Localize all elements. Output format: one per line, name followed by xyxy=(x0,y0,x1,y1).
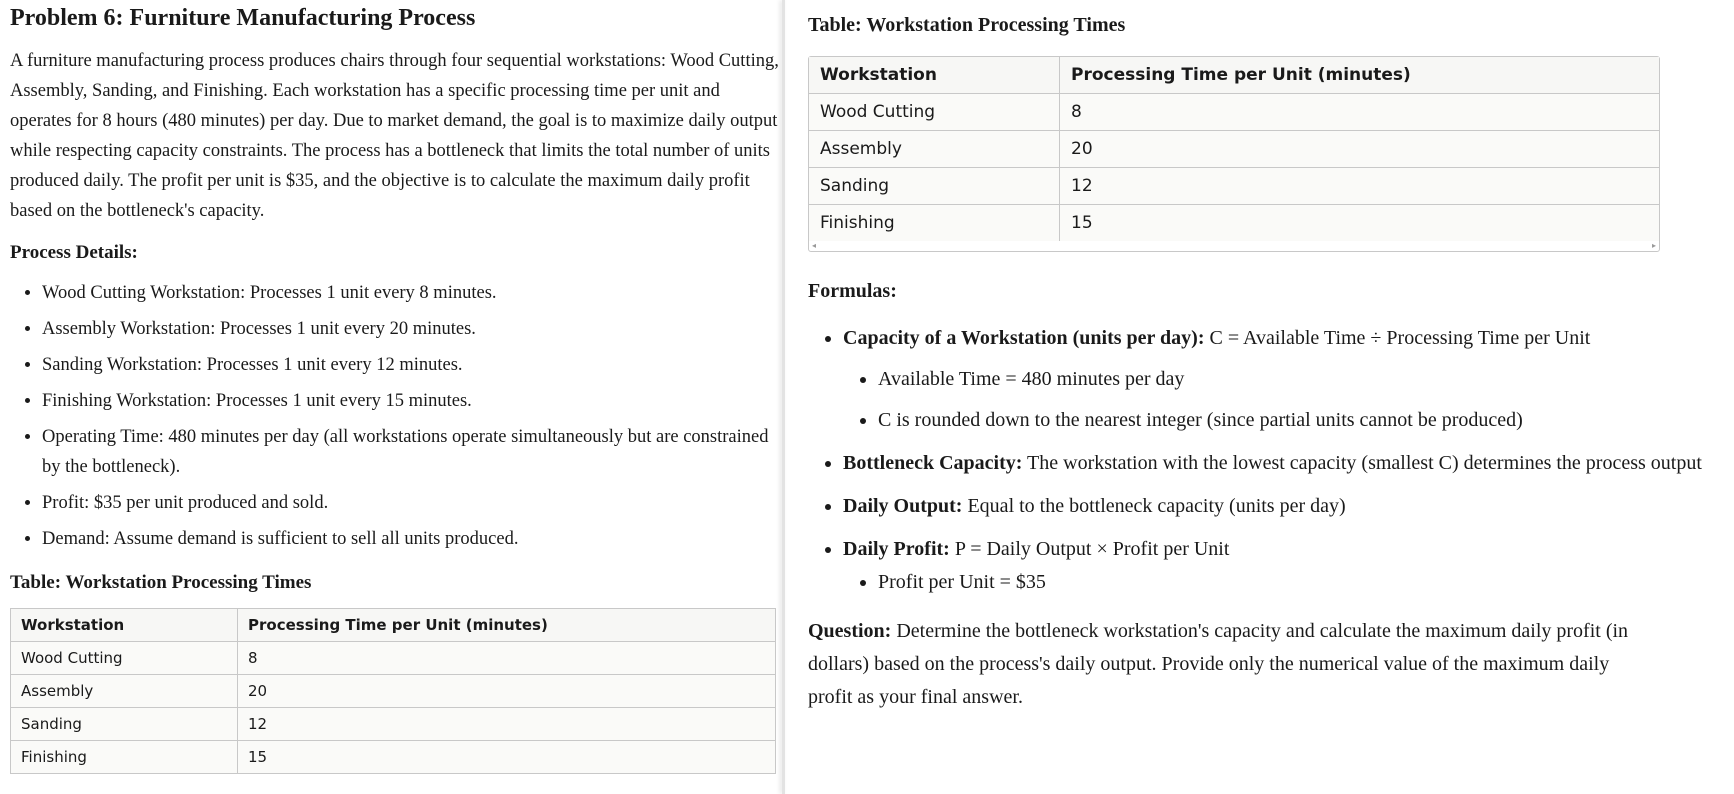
table-cell: 12 xyxy=(1060,168,1660,205)
scroll-right-icon[interactable]: ▸ xyxy=(1651,241,1656,250)
list-item: • Wood Cutting Workstation: Processes 1 unit every 8 minutes. xyxy=(42,278,782,308)
sub-list xyxy=(843,566,1734,599)
left-pane[interactable] xyxy=(0,0,782,794)
left-table-heading: Table: Workstation Processing Times xyxy=(10,572,312,593)
table-cell: Finishing xyxy=(11,741,238,774)
table-cell: Finishing xyxy=(809,205,1060,242)
formula-label: Bottleneck Capacity: xyxy=(843,452,1023,474)
left-processing-times-table xyxy=(10,608,776,774)
table-cell: 15 xyxy=(238,741,776,774)
right-pane[interactable] xyxy=(786,0,1734,794)
list-item xyxy=(843,322,1734,437)
formulas-list xyxy=(808,322,1734,599)
pane-divider[interactable] xyxy=(782,0,785,794)
table-cell: 8 xyxy=(238,642,776,675)
table-cell: 20 xyxy=(1060,131,1660,168)
table-row xyxy=(809,131,1659,168)
table-row xyxy=(11,642,776,675)
formula-text: C = Available Time ÷ Processing Time per Unit xyxy=(1204,327,1591,349)
process-details-heading: Process Details: xyxy=(10,242,138,263)
table-cell: 15 xyxy=(1060,205,1660,242)
question-text: Determine the bottleneck workstation's capacity and calculate the maximum daily profit (in dollars) based on the process's daily output. Provide only the numerical value of the maximum daily profit as your final answer. xyxy=(808,620,1629,708)
table-cell: 8 xyxy=(1060,94,1660,131)
list-item: • Finishing Workstation: Processes 1 unit every 15 minutes. xyxy=(42,386,782,416)
formula-text: P = Daily Output × Profit per Unit xyxy=(949,538,1230,560)
formula-label: Capacity of a Workstation (units per day): xyxy=(843,327,1205,349)
list-item: • Assembly Workstation: Processes 1 unit every 20 minutes. xyxy=(42,314,782,344)
list-item: • Available Time = 480 minutes per day xyxy=(878,363,1734,396)
table-cell: Assembly xyxy=(11,675,238,708)
question-label: Question: xyxy=(808,620,892,642)
question-paragraph xyxy=(808,615,1658,714)
table-cell: Wood Cutting xyxy=(809,94,1060,131)
table-cell: Wood Cutting xyxy=(11,642,238,675)
list-item: • Demand: Assume demand is sufficient to sell all units produced. xyxy=(42,524,782,554)
list-item: • Profit per Unit = $35 xyxy=(878,566,1734,599)
table-row xyxy=(809,168,1659,205)
table-cell: 12 xyxy=(238,708,776,741)
list-item: • Sanding Workstation: Processes 1 unit every 12 minutes. xyxy=(42,350,782,380)
problem-title: Problem 6: Furniture Manufacturing Process xyxy=(10,5,476,31)
list-item: • Operating Time: 480 minutes per day (all workstations operate simultaneously but are constrained by the bottleneck). xyxy=(42,422,782,482)
column-header: Processing Time per Unit (minutes) xyxy=(238,609,776,642)
table-header-row xyxy=(11,609,776,642)
column-header: Processing Time per Unit (minutes) xyxy=(1060,57,1660,94)
list-item: • C is rounded down to the nearest integer (since partial units cannot be produced) xyxy=(878,404,1734,437)
table-scroll-container[interactable] xyxy=(808,56,1660,252)
table-row xyxy=(809,94,1659,131)
right-table-heading: Table: Workstation Processing Times xyxy=(808,14,1126,36)
formula-label: Daily Profit: xyxy=(843,538,950,560)
table-cell: 20 xyxy=(238,675,776,708)
scroll-left-icon[interactable]: ◂ xyxy=(812,241,817,250)
column-header: Workstation xyxy=(809,57,1060,94)
table-row xyxy=(11,741,776,774)
right-processing-times-table xyxy=(809,57,1659,241)
table-cell: Sanding xyxy=(809,168,1060,205)
table-row xyxy=(809,205,1659,242)
table-cell: Sanding xyxy=(11,708,238,741)
process-details-list xyxy=(10,278,782,554)
table-header-row xyxy=(809,57,1659,94)
table-row xyxy=(11,708,776,741)
formula-label: Daily Output: xyxy=(843,495,963,517)
table-row xyxy=(11,675,776,708)
list-item xyxy=(843,447,1734,480)
list-item xyxy=(843,490,1734,523)
table-cell: Assembly xyxy=(809,131,1060,168)
problem-intro: A furniture manufacturing process produces chairs through four sequential workstations: Wood Cutting, Assembly, Sanding, and Finishing. Each workstation has a specific processing time per unit and operates for 8 hours (480 minutes) per day. Due to market demand, the goal is to maximize daily output while respecting capacity constraints. The process has a bottleneck that limits the total number of units produced daily. The profit per unit is $35, and the objective is to calculate the maximum daily profit based on the bottleneck's capacity. xyxy=(10,51,779,221)
formulas-heading: Formulas: xyxy=(808,280,897,302)
column-header: Workstation xyxy=(11,609,238,642)
sub-list xyxy=(843,363,1734,437)
formula-text: The workstation with the lowest capacity (smallest C) determines the process output xyxy=(1022,452,1702,474)
list-item xyxy=(843,533,1734,599)
formula-text: Equal to the bottleneck capacity (units per day) xyxy=(962,495,1346,517)
list-item: • Profit: $35 per unit produced and sold. xyxy=(42,488,782,518)
